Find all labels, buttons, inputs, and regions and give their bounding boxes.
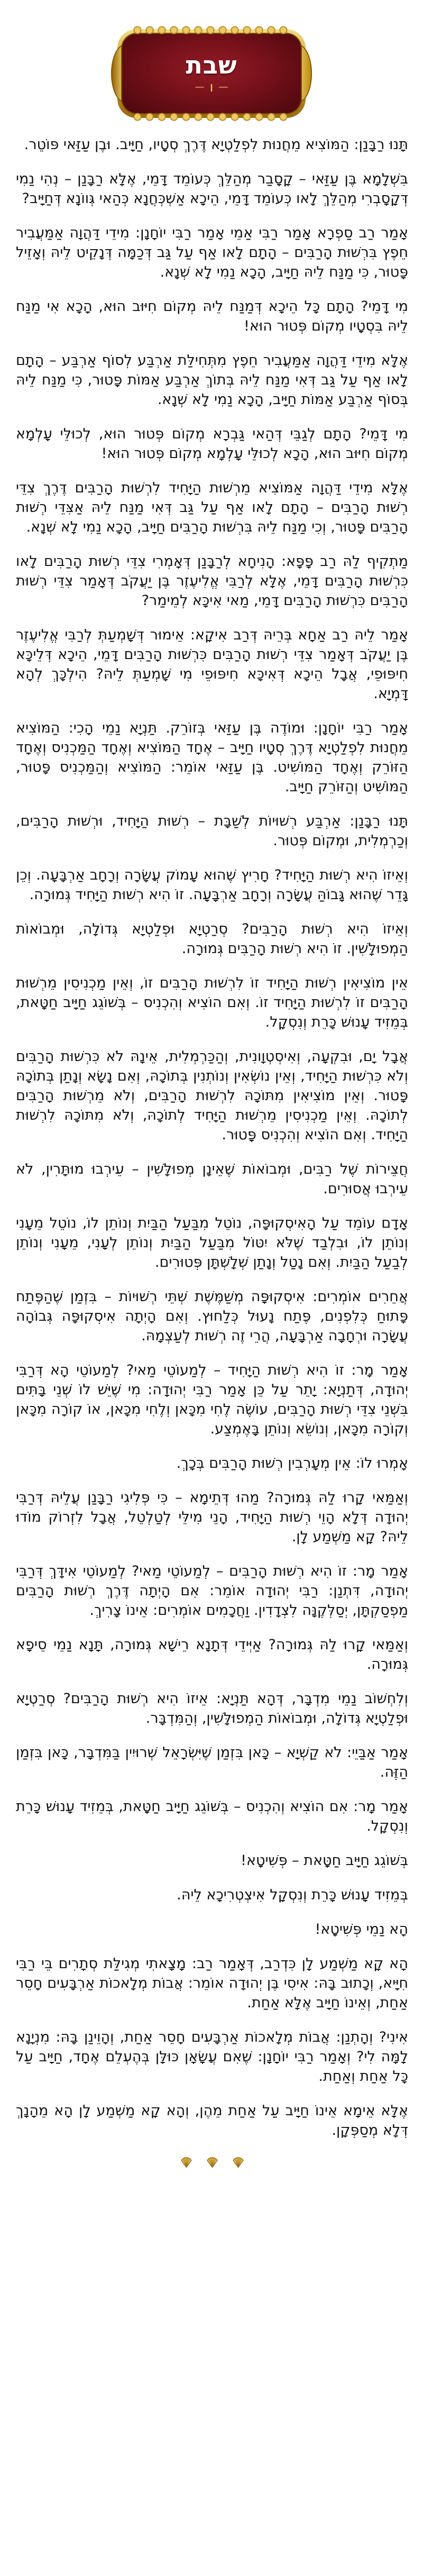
- banner-ribbon-icon: [117, 29, 306, 118]
- daf-dash-left: —: [195, 81, 205, 93]
- shell-icon: [179, 2155, 194, 2169]
- talmud-paragraph: מַתְקִיף לַהּ רַב פָּפָּא: הָנִיחָא לְרַבָּנַן דְּאָמְרִי צִדֵּי רְשׁוּת הָרַבִּים לָאו כִּרְשׁוּת הָרַבִּים דָּמֵי, אֶלָּא לְרַבִּי אֱלִיעֶזֶר בֶּן יַעֲקֹב דְּאָמַר צִדֵּי רְשׁוּת הָרַבִּים כִּרְשׁוּת הָרַבִּים דָּמֵי, מַאי אִיכָּא לְמֵימַר?: [16, 553, 408, 609]
- talmud-paragraph: אֵין מוֹצִיאִין רְשׁוּת הַיָּחִיד זוֹ לִרְשׁוּת הָרַבִּים זוֹ, וְאֵין מַכְנִיסִין מֵרְשׁוּת הָרַבִּים זוֹ לִרְשׁוּת הַיָּחִיד זוֹ. וְאִם הוֹצִיא וְהִכְנִיס – בְּשׁוֹגֵג חַיָּיב חַטָּאת, בְּמֵזִיד עָנוּשׁ כָּרֵת וְנִסְקָל.: [16, 975, 408, 1030]
- talmud-paragraph: אֲחֵרִים אוֹמְרִים: אִיסְקוּפָּה מְשַׁמֶּשֶׁת שְׁתֵּי רְשׁוּיוֹת – בִּזְמַן שֶׁהַפֶּתַח פָּתוּחַ כְּלִפְנִים, פֶּתַח נָעוּל כְּלַחוּץ. וְאִם הָיְתָה אִיסְקוּפָּה גְּבוֹהָה עֲשָׂרָה וּרְחָבָה אַרְבָּעָה, הֲרֵי זֶה רְשׁוּת לְעַצְמָהּ.: [16, 1289, 408, 1344]
- talmud-paragraph: תָּנוּ רַבָּנַן: אַרְבַּע רְשׁוּיוֹת לְשַׁבָּת – רְשׁוּת הַיָּחִיד, וּרְשׁוּת הָרַבִּים, וְכַרְמְלִית, וּמְקוֹם פְּטוּר.: [16, 813, 408, 849]
- ribbon-ruffle-top-icon: [133, 26, 290, 34]
- talmud-paragraph: אָמְרוּ לוֹ: אֵין מְעָרְבִין רְשׁוּת הָרַבִּים בְּכָךְ.: [176, 1455, 408, 1472]
- talmud-paragraph: חֲצֵירוֹת שֶׁל רַבִּים, וּמְבוֹאוֹת שֶׁאֵינָן מְפוּלָּשִׁין – עֵירְבוּ מוּתָּרִין, לֹא עֵירְבוּ אֲסוּרִים.: [16, 1161, 408, 1197]
- footer-ornaments: [16, 2155, 408, 2169]
- talmud-paragraph: מִי דָּמֵי? הָתָם לְגַבֵּי דְּהַאי גַּבְרָא מְקוֹם פְּטוּר הוּא, לְכוּלֵּי עָלְמָא מְקוֹם חִיּוּב הוּא, הָכָא לְכוּלֵּי עָלְמָא מְקוֹם פְּטוּר הוּא!: [16, 426, 408, 462]
- paragraph-list: [16, 135, 408, 2140]
- talmud-paragraph: אָמַר מָר: זוֹ הִיא רְשׁוּת הָרַבִּים – לְמַעוֹטֵי מַאי? לְמַעוֹטֵי אִידָּךְ דְּרַבִּי יְהוּדָה, דִּתְנַן: רַבִּי יְהוּדָה אוֹמֵר: אִם הָיְתָה דֶּרֶךְ רְשׁוּת הָרַבִּים מַפְסַקְתָּן, יְסַלְּקֶנָּה לִצְדָדִין. וַחֲכָמִים אוֹמְרִים: אֵינוֹ צָרִיךְ.: [16, 1563, 408, 1619]
- talmud-paragraph: תָּנוּ רַבָּנַן: הַמּוֹצִיא מֵחֲנוּת לִפְלַטְיָא דֶּרֶךְ סְטָיו, חַיָּיב. וּבֶן עַזַּאי פּוֹטֵר.: [24, 136, 408, 153]
- shell-icon: [231, 2155, 245, 2169]
- masechet-banner: [0, 0, 423, 118]
- talmud-paragraph: אֶלָּא מִידֵי דַּהֲוָה אַמּוֹצִיא מֵרְשׁוּת הַיָּחִיד לִרְשׁוּת הָרַבִּים דֶּרֶךְ צִדֵּי רְשׁוּת הָרַבִּים – הָתָם לָאו אַף עַל גַּב דְּאִי מַנַּח לֵיהּ אַצִּדֵּי רְשׁוּת הָרַבִּים פָּטוּר, וְכִי מַנַּח לֵיהּ בִּרְשׁוּת הָרַבִּים חַיָּיב, הָכָא נַמִי לָא שְׁנָא.: [16, 480, 408, 535]
- shell-icon: [205, 2155, 219, 2169]
- daf-dash-right: —: [218, 81, 228, 93]
- talmud-paragraph: וְאַמַּאי קָרוּ לַהּ גְּמוּרָה? מַהוּ דְּתֵימָא – כִּי פְּלִיגִי רַבָּנַן עֲלֵיהּ דְּרַבִּי יְהוּדָה דְּלָא הָוֵי רְשׁוּת הַיָּחִיד, הָנֵי מִילֵּי לְטַלְטֵל, אֲבָל לִזְרוֹק מוֹדוּ לֵיהּ? קָא מַשְׁמַע לָן.: [16, 1490, 408, 1545]
- daf-letter: ו: [209, 79, 214, 95]
- talmud-paragraph: אָמַר מָר: אִם הוֹצִיא וְהִכְנִיס – בְּשׁוֹגֵג חַיָּיב חַטָּאת, בְּמֵזִיד עָנוּשׁ כָּרֵת וְנִסְקָל.: [16, 1798, 408, 1834]
- masechet-title: שבת: [186, 51, 237, 79]
- talmud-paragraph: אֲבָל יָם, וּבִקְעָה, וְאִיסְטְוָונִית, וְהַכַּרְמְלִית, אֵינָהּ לֹא כִּרְשׁוּת הָרַבִּים וְלֹא כִּרְשׁוּת הַיָּחִיד, וְאֵין נוֹשְׂאִין וְנוֹתְנִין בְּתוֹכָהּ, וְאִם נָשָׂא וְנָתַן בְּתוֹכָהּ פָּטוּר. וְאֵין מוֹצִיאִין מִתּוֹכָהּ לִרְשׁוּת הָרַבִּים, וְלֹא מֵרְשׁוּת הָרַבִּים לְתוֹכָהּ. וְאֵין מַכְנִיסִין מֵרְשׁוּת הַיָּחִיד לְתוֹכָהּ, וְלֹא מִתּוֹכָהּ לִרְשׁוּת הַיָּחִיד. וְאִם הוֹצִיא וְהִכְנִיס פָּטוּר.: [16, 1048, 408, 1143]
- talmud-paragraph: וְלִחְשׁוֹב נַמֵי מִדְבָּר, דְּהָא תַּנְיָא: אֵיזוֹ הִיא רְשׁוּת הָרַבִּים? סְרַטְיָא וּפְלַטְיָא גְּדוֹלָה, וּמְבוֹאוֹת הַמְפוּלָּשִׁין, וְהַמִּדְבָּר.: [16, 1691, 408, 1727]
- talmud-paragraph: וְאֵיזוֹ הִיא רְשׁוּת הָרַבִּים? סְרַטְיָא וּפְלַטְיָא גְּדוֹלָה, וּמְבוֹאוֹת הַמְפוּלָּשִׁין. זוֹ הִיא רְשׁוּת הָרַבִּים גְּמוּרָה.: [16, 921, 408, 957]
- daf-indicator: [195, 80, 228, 94]
- talmud-paragraph: בְּשׁוֹגֵג חַיָּיב חַטָּאת – פְּשִׁיטָא!: [241, 1852, 408, 1869]
- talmud-paragraph: אֶלָּא מִידֵי דַּהֲוָה אַמַּעֲבִיר חֵפֶץ מִתְּחִילַּת אַרְבַּע לְסוֹף אַרְבַּע – הָתָם לָאו אַף עַל גַּב דְּאִי מַנַּח לֵיהּ בְּתוֹךְ אַרְבַּע אַמּוֹת פָּטוּר, כִּי מַנַּח לֵיהּ בְּסוֹף אַרְבַּע אַמּוֹת חַיָּיב, הָכָא נַמִי לָא שְׁנָא.: [16, 352, 408, 408]
- banner-plate: [121, 33, 302, 114]
- ribbon-ruffle-bottom-icon: [133, 113, 290, 121]
- talmud-paragraph: אָמַר מָר: זוֹ הִיא רְשׁוּת הַיָּחִיד – לְמַעוֹטֵי מַאי? לְמַעוֹטֵי הָא דְּרַבִּי יְהוּדָה, דְּתַנְיָא: יָתֵר עַל כֵּן אָמַר רַבִּי יְהוּדָה: מִי שֶׁיֵּשׁ לוֹ שְׁנֵי בָּתִּים בִּשְׁנֵי צִדֵּי רְשׁוּת הָרַבִּים, עוֹשֶׂה לֶחִי מִכָּאן וְלֶחִי מִכָּאן, אוֹ קוֹרָה מִכָּאן וְקוֹרָה מִכָּאן, וְנוֹשֵׂא וְנוֹתֵן בָּאֶמְצַע.: [16, 1362, 408, 1437]
- talmud-paragraph: אָמַר אַבַּיֵי: לֹא קַשְׁיָא – כָּאן בִּזְמַן שֶׁיִּשְׂרָאֵל שְׁרוּיִין בַּמִּדְבָּר, כָּאן בִּזְמַן הַזֶּה.: [16, 1744, 408, 1780]
- talmud-paragraph: הָא נַמֵי פְּשִׁיטָא!: [315, 1921, 408, 1938]
- talmud-paragraph: אֶלָּא אֵימָא אֵינוֹ חַיָּיב עַל אַחַת מֵהֶן, וְהָא קָא מַשְׁמַע לָן הָא מֵהָנָךְ דְּלָא מְסַפְּקָן.: [16, 2103, 408, 2139]
- talmud-paragraph: אָמַר רַב סַפְרָא אָמַר רַבִּי אַמֵי אָמַר רַבִּי יוֹחָנָן: מִידֵי דַּהֲוָה אַמַּעֲבִיר חֵפֶץ בִּרְשׁוּת הָרַבִּים – הָתָם לָאו אַף עַל גַּב דְּכַמָּה דְּנָקֵיט לֵיהּ וְאָזֵיל פָּטוּר, כִּי מַנַּח לֵיהּ חַיָּיב, הָכָא נַמִי לָא שְׁנָא.: [16, 225, 408, 280]
- talmud-paragraph: וְאֵיזוֹ הִיא רְשׁוּת הַיָּחִיד? חָרִיץ שֶׁהוּא עָמוֹק עֲשָׂרָה וְרָחָב אַרְבָּעָה. וְכֵן גָּדֵר שֶׁהוּא גָּבוֹהַּ עֲשָׂרָה וְרָחָב אַרְבָּעָה. זוֹ הִיא רְשׁוּת הַיָּחִיד גְּמוּרָה.: [16, 867, 408, 903]
- talmud-paragraph: מִי דָּמֵי? הָתָם כָּל הֵיכָא דְּמַנַּח לֵיהּ מְקוֹם חִיּוּב הוּא, הָכָא אִי מַנַּח לֵיהּ בִּסְטָיו מְקוֹם פְּטוּר הוּא!: [16, 298, 408, 334]
- talmud-paragraph: הָא קָא מַשְׁמַע לָן כִּדְרַב, דְּאָמַר רַב: מָצָאתִי מְגִילַּת סְתָרִים בֵּי רַבִּי חִיָּיא, וְכָתוּב בָּהּ: אִיסִי בֶּן יְהוּדָה אוֹמֵר: אֲבוֹת מְלָאכוֹת אַרְבָּעִים חָסֵר אַחַת, וְאֵינוֹ חַיָּיב אֶלָּא אַחַת.: [16, 1956, 408, 2011]
- talmud-paragraph: אִינִי? וְהָתְנַן: אֲבוֹת מְלָאכוֹת אַרְבָּעִים חָסֵר אַחַת, וְהָוֵינַן בָּהּ: מִנְיָנָא לָמָּה לִי? וְאָמַר רַבִּי יוֹחָנָן: שֶׁאִם עֲשָׂאָן כּוּלָּן בְּהֶעְלֵם אֶחָד, חַיָּיב עַל כָּל אַחַת וְאַחַת.: [16, 2029, 408, 2085]
- gemara-text: [0, 118, 423, 2169]
- talmud-paragraph: בְּמֵזִיד עָנוּשׁ כָּרֵת וְנִסְקָל אִיצְטְרִיכָא לֵיהּ.: [177, 1887, 408, 1903]
- talmud-paragraph: אָדָם עוֹמֵד עַל הָאִיסְקוּפָּה, נוֹטֵל מִבַּעַל הַבַּיִת וְנוֹתֵן לוֹ, נוֹטֵל מֵעָנִי וְנוֹתֵן לוֹ, וּבִלְבַד שֶׁלֹּא יִטּוֹל מִבַּעַל הַבַּיִת וְנוֹתֵן לְעָנִי, מֵעָנִי וְנוֹתֵן לְבַעַל הַבַּיִת. וְאִם נָטַל וְנָתַן שְׁלָשְׁתָּן פְּטוּרִים.: [16, 1215, 408, 1271]
- talmud-paragraph: בִּשְׁלָמָא בֶּן עַזַּאי – קָסָבַר מְהַלֵּךְ כְּעוֹמֵד דָּמֵי, אֶלָּא רַבָּנַן – נְהִי נַמִי דְּקָסָבְרִי מְהַלֵּךְ לָאו כְּעוֹמֵד דָּמֵי, הֵיכָא אַשְׁכְּחֲנָא כְּהַאי גְּווֹנָא דְּחַיָּיב?: [16, 171, 408, 207]
- talmud-paragraph: אָמַר לֵיהּ רַב אַחָא בְּרֵיהּ דְּרַב אִיקָא: אֵימוּר דְּשָׁמְעַתְּ לְרַבִּי אֱלִיעֶזֶר בֶּן יַעֲקֹב דְּאָמַר צִדֵּי רְשׁוּת הָרַבִּים כִּרְשׁוּת הָרַבִּים דָּמֵי, הֵיכָא דְּלֵיכָּא חִיפּוּפֵי, אֲבָל הֵיכָא דְּאִיכָּא חִיפּוּפֵי מִי שָׁמְעַתְּ לֵיהּ? הִילְכָּךְ לְהָא דָּמְיָא.: [16, 627, 408, 702]
- talmud-paragraph: וְאַמַּאי קָרוּ לַהּ גְּמוּרָה? אַיְּידֵי דְּתָנָא רֵישָׁא גְּמוּרָה, תָּנָא נַמֵי סֵיפָא גְּמוּרָה.: [16, 1637, 408, 1673]
- talmud-paragraph: אָמַר רַבִּי יוֹחָנָן: וּמוֹדֶה בֶּן עַזַּאי בְּזוֹרֵק. תַּנְיָא נַמֵי הָכִי: הַמּוֹצִיא מֵחֲנוּת לִפְלַטְיָא דֶּרֶךְ סְטָיו חַיָּיב – אֶחָד הַמּוֹצִיא וְאֶחָד הַמַּכְנִיס וְאֶחָד הַזּוֹרֵק וְאֶחָד הַמּוֹשִׁיט. בֶּן עַזַּאי אוֹמֵר: הַמּוֹצִיא וְהַמַּכְנִיס פָּטוּר, הַמּוֹשִׁיט וְהַזּוֹרֵק חַיָּיב.: [16, 720, 408, 795]
